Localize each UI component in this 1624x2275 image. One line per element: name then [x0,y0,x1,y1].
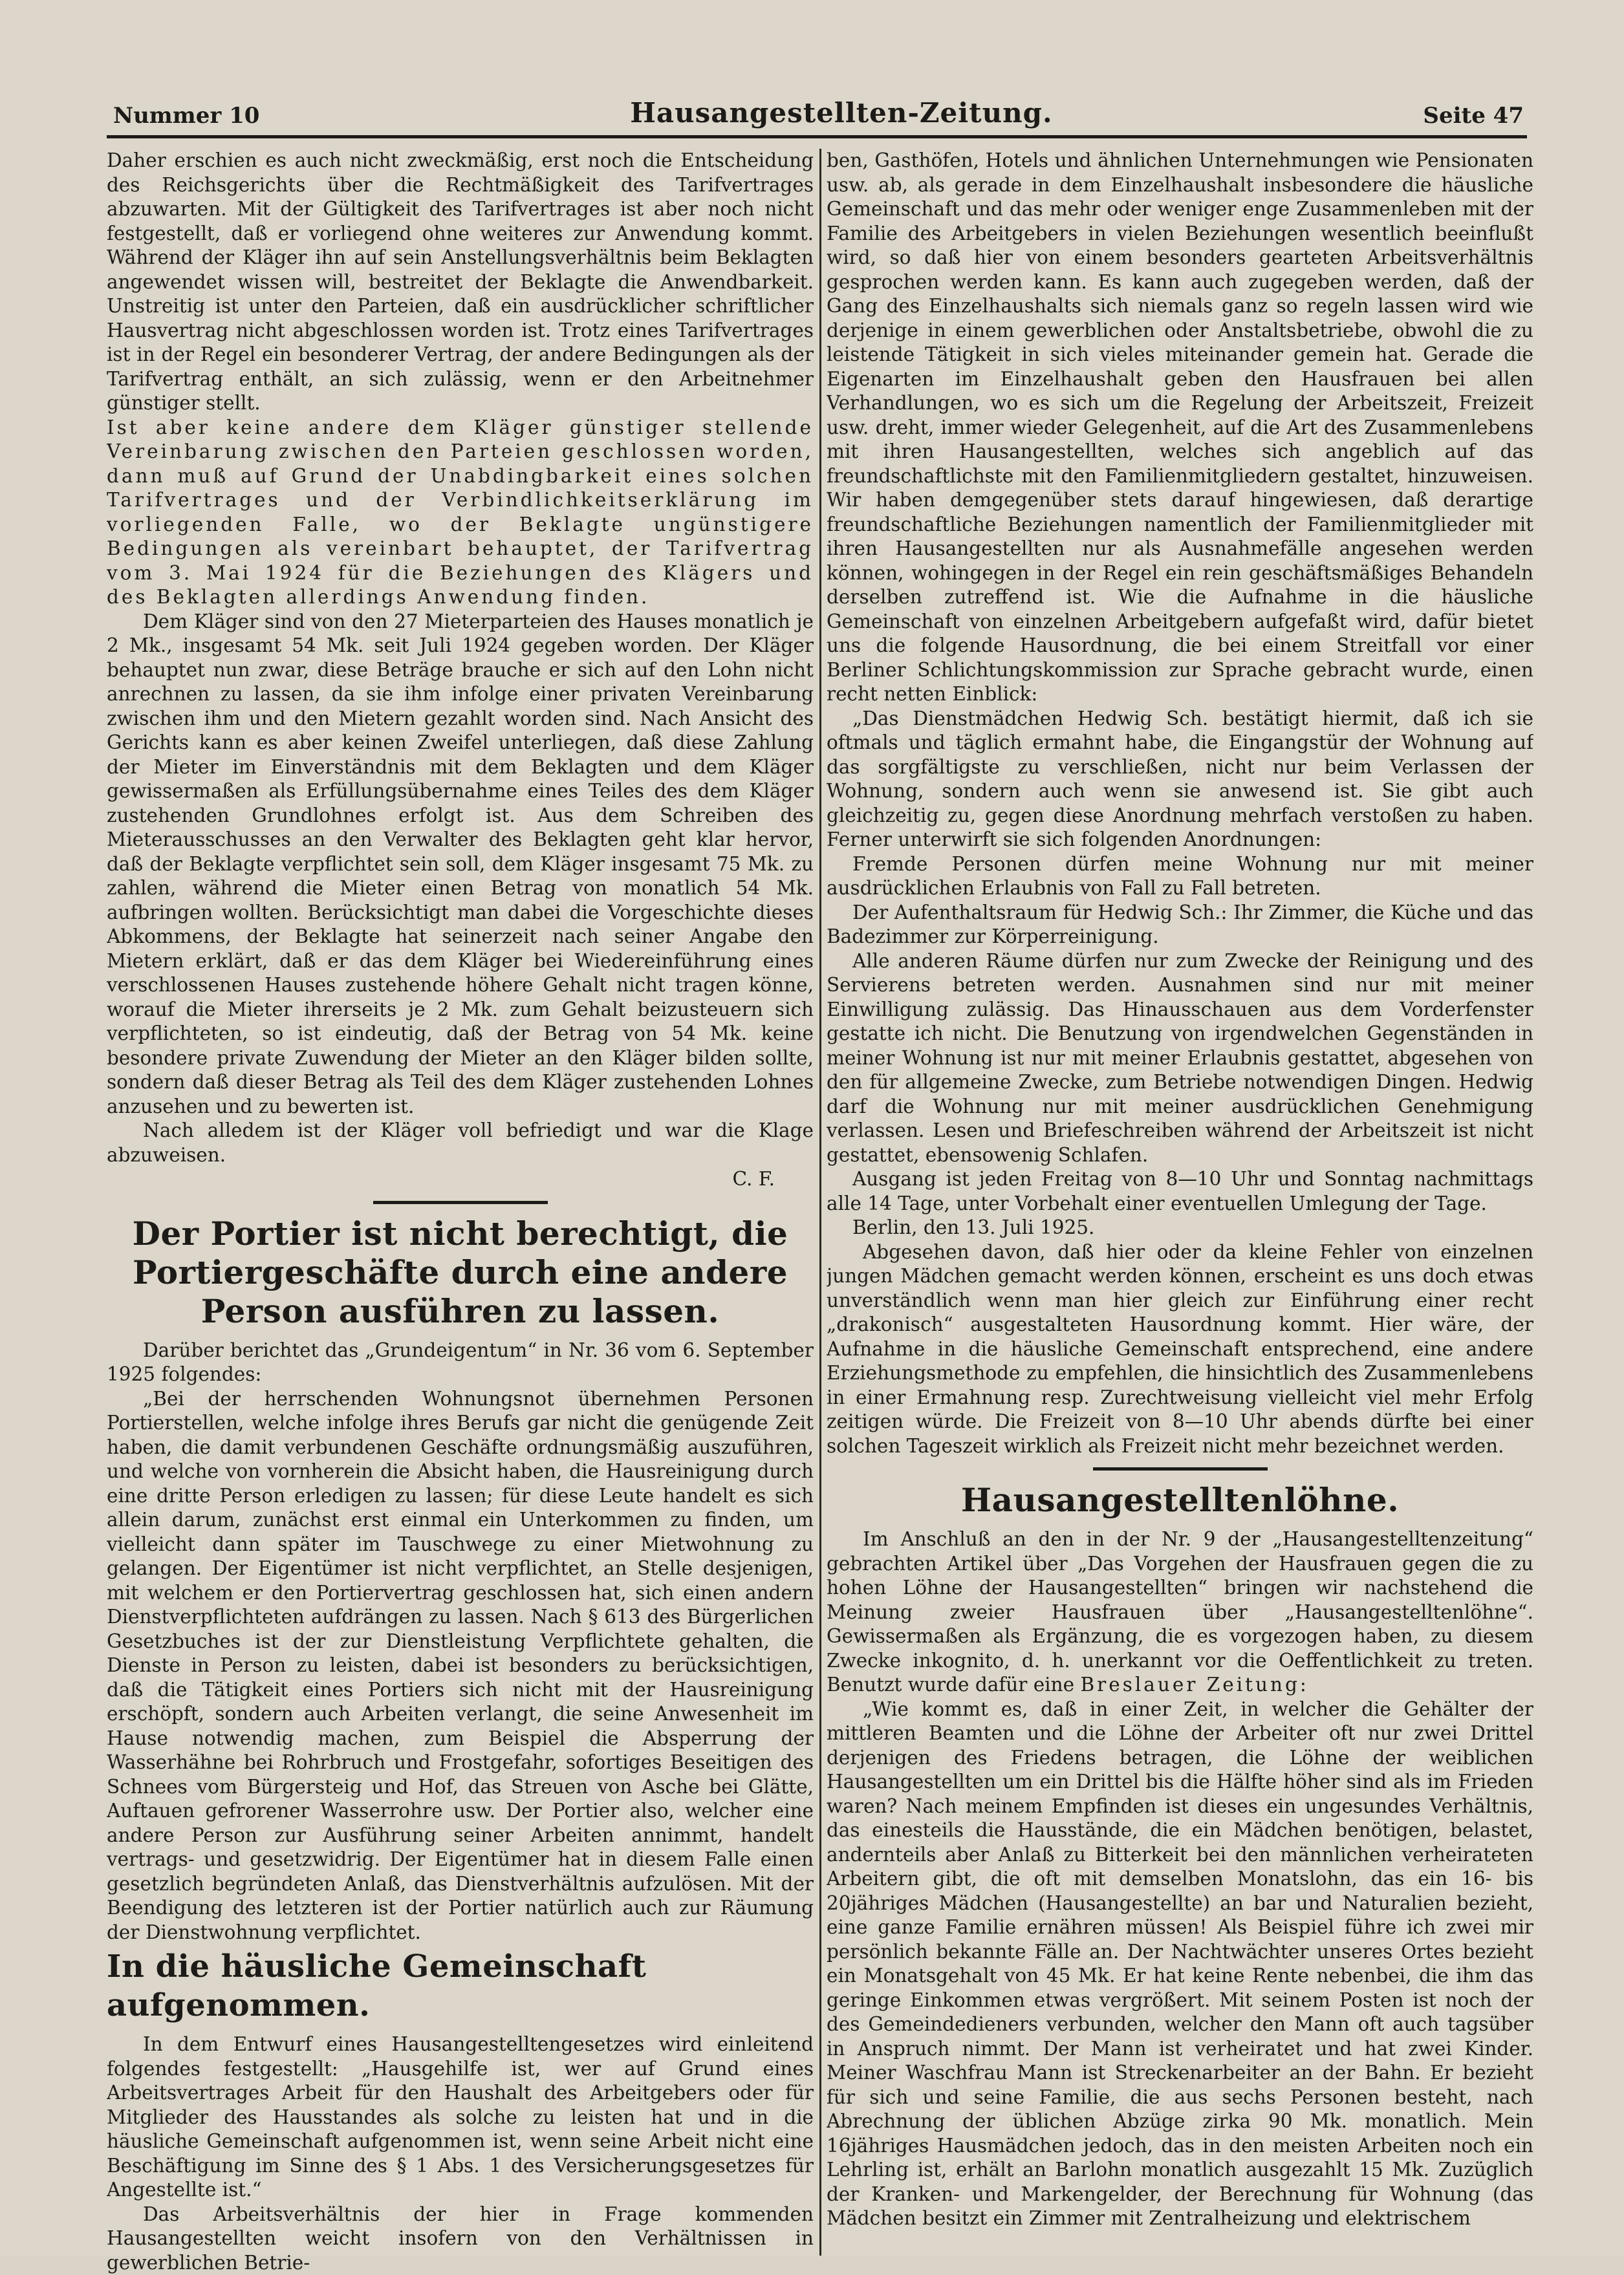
paragraph: „Wie kommt es, daß in einer Zeit, in welcher die Gehälter der mittleren Beamten und die Löhne der Arbeiter oft nur zwei Drittel derjenigen des Friedens betragen, die Löhne der weiblichen Hausangestellten um ein Drittel bis die Hälfte höher sind als im Frieden waren? Nach meinem Empfinden ist dieses ein ungesundes Verhältnis, das einesteils die Hausstände, die ein Mädchen benötigen, belastet, andernteils aber Anlaß zu Bitterkeit bei den männlichen verheirateten Arbeitern gibt, die oft mit demselben Monatslohn, das ein 16- bis 20jähriges Mädchen (Hausangestellte) an bar und Naturalien bezieht, eine ganze Familie ernähren müssen! Als Beispiel führe ich zwei mir persönlich bekannte Fälle an. Der Nachtwächter unseres Ortes bezieht ein Monatsgehalt von 45 Mk. Er hat keine Rente nebenbei, die ihm das geringe Einkommen etwas vergrößert. Mit seinem Posten ist noch der des Gemeindedieners verbunden, welcher den Mann oft auch tagsüber in Anspruch nimmt. Der Mann ist verheiratet und hat zwei Kinder. Meiner Waschfrau Mann ist Streckenarbeiter an der Bahn. Er bezieht für sich und seine Familie, die aus sechs Personen besteht, nach Abrechnung der üblichen Abzüge zirka 90 Mk. monatlich. Mein 16jähriges Hausmädchen jedoch, das in den meisten Arbeiten noch ein Lehrling ist, erhält an Barlohn monatlich ausgezahlt 15 Mk. Zuzüglich der Kranken- und Markengelder, der Berechnung für Wohnung (das Mädchen besitzt ein Zimmer mit Zentralheizung und elektrischem [827,1698,1533,2231]
house-rules-quote [827,707,1533,1240]
quote-dateline: Berlin, den 13. Juli 1925. [827,1216,1533,1240]
quote-paragraph: „Das Dienstmädchen Hedwig Sch. bestätigt hiermit, daß ich sie oftmals und täglich ermahnt habe, die Eingangstür der Wohnung auf das sorgfältigste zu verschließen, nicht nur beim Verlassen der Wohnung, sondern auch wenn sie anwesend ist. Sie gibt auch gleichzeitig zu, gegen diese Anordnung mehrfach verstoßen zu haben. Ferner unterwirft sie sich folgenden Anordnungen: [827,707,1533,852]
left-column [107,149,814,2275]
separator-rule [373,1201,548,1204]
paragraph: Abgesehen davon, daß hier oder da kleine Fehler von einzelnen jungen Mädchen gemacht werden können, erscheint es uns doch etwas unverständlich wenn man hier gleich zur Einführung einer recht „drakonisch“ ausgestalteten Hausordnung kommt. Hier wäre, der Aufnahme in die häusliche Gemeinschaft entsprechend, eine andere Erziehungsmethode zu empfehlen, die hinsichtlich des Zusammenlebens in einer Ermahnung resp. Zurechtweisung vielleicht viel mehr Erfolg zeitigen würde. Die Freizeit von 8—10 Uhr abends dürfte bei einer solchen Tageszeit wirklich als Freizeit nicht mehr bezeichnet werden. [827,1240,1533,1459]
paragraph [827,1527,1533,1698]
paragraph: Daher erschien es auch nicht zweckmäßig, erst noch die Entscheidung des Reichsgerichts über die Rechtmäßigkeit des Tarifvertrages abzuwarten. Mit der Gültigkeit des Tarifvertrages ist aber noch nicht festgestellt, daß er vorliegend ohne weiteres zur Anwendung kommt. Während der Kläger ihn auf sein Anstellungsverhältnis beim Beklagten angewendet wissen will, bestreitet der Beklagte die Anwendbarkeit. Unstreitig ist unter den Parteien, daß ein ausdrücklicher schriftlicher Hausvertrag nicht abgeschlossen worden ist. Trotz eines Tarifvertrages ist in der Regel ein besonderer Vertrag, der andere Bedingungen als der Tarifvertrag enthält, an sich zulässig, wenn er den Arbeitnehmer günstiger stellt. [107,149,814,416]
paragraph-spaced: Ist aber keine andere dem Kläger günstiger stellende Vereinbarung zwischen den Parteien geschlossen worden, dann muß auf Grund der Unabdingbarkeit eines solchen Tarifvertrages und der Verbindlichkeitserklärung im vorliegenden Falle, wo der Beklagte ungünstigere Bedingungen als vereinbart behauptet, der Tarifvertrag vom 3. Mai 1924 für die Beziehungen des Klägers und des Beklagten allerdings Anwendung finden. [107,416,814,610]
paragraph: „Bei der herrschenden Wohnungsnot übernehmen Personen Portierstellen, welche infolge ihres Berufs gar nicht die genügende Zeit haben, die damit verbundenen Geschäfte ordnungsmäßig auszuführen, und welche von vornherein die Absicht haben, die Hausreinigung durch eine dritte Person erledigen zu lassen; für diese Leute handelt es sich allein darum, zunächst erst einmal ein Unterkommen zu finden, um vielleicht dann später im Tauschwege zu einer Mietwohnung zu gelangen. Der Eigentümer ist nicht verpflichtet, an Stelle desjenigen, mit welchem er den Portiervertrag geschlossen hat, sich einen andern Dienstverpflichteten aufdrängen zu lassen. Nach § 613 des Bürgerlichen Gesetzbuches ist der zur Dienstleistung Verpflichtete gehalten, die Dienste in Person zu leisten, dabei ist besonders zu berücksichtigen, daß die Tätigkeit eines Portiers sich nicht mit der Hausreinigung erschöpft, sondern auch Arbeiten verlangt, die seine Anwesenheit im Hause notwendig machen, zum Beispiel die Absperrung der Wasserhähne bei Rohrbruch und Frostgefahr, sofortiges Beseitigen des Schnees vom Bürgersteig und Hof, das Streuen von Asche bei Glätte, Auftauen gefrorener Wasserrohre usw. Der Portier also, welcher eine andere Person zur Ausführung seiner Arbeiten annimmt, handelt vertrags- und gesetzwidrig. Der Eigentümer hat in diesem Falle einen gesetzlich begründeten Anlaß, das Dienstverhältnis aufzulösen. Mit der Beendigung des letzteren ist der Portier natürlich auch zur Räumung der Dienstwohnung verpflichtet. [107,1387,814,1945]
article-heading: In die häusliche Gemeinschaft aufgenommen. [107,1947,807,2025]
page-number: Seite 47 [1423,103,1524,129]
quote-paragraph: Der Aufenthaltsraum für Hedwig Sch.: Ihr Zimmer, die Küche und das Badezimmer zur Körperreinigung. [827,901,1533,949]
newspaper-title: Hausangestellten-Zeitung. [630,97,1052,129]
issue-number: Nummer 10 [113,103,259,129]
paragraph: ben, Gasthöfen, Hotels und ähnlichen Unternehmungen wie Pensionaten usw. ab, als gerade in dem Einzelhaushalt insbesondere die häusliche Gemeinschaft und das mehr oder weniger enge Zusammenleben mit der Familie des Arbeitgebers in vielen Beziehungen wesentlich beeinflußt wird, so daß hier von einem besonders gearteten Arbeitsverhältnis gesprochen werden kann. Es kann auch zugegeben werden, daß der Gang des Einzelhaushalts sich niemals ganz so regeln lassen wird wie derjenige in einem gewerblichen oder Anstaltsbetriebe, obwohl die zu leistende Tätigkeit in sich vieles miteinander gemein hat. Gerade die Eigenarten im Einzelhaushalt geben den Hausfrauen bei allen Verhandlungen, wo es sich um die Regelung der Arbeitszeit, Freizeit usw. dreht, immer wieder Gelegenheit, auf die Art des Zusammenlebens mit ihren Hausangestellten, welches sich angeblich auf das freundschaftlichste mit den Familienmitgliedern gestaltet, hinzuweisen. Wir haben demgegenüber stets darauf hingewiesen, daß derartige freundschaftliche Beziehungen namentlich der Familienmitglieder mit ihren Hausangestellten nur als Ausnahmefälle angesehen werden können, wohingegen in der Regel ein rein geschäftsmäßiges Behandeln derselben zutreffend ist. Wie die Aufnahme in die häusliche Gemeinschaft von einzelnen Arbeitgebern aufgefaßt wird, dafür bietet uns die folgende Hausordnung, die bei einem Streitfall vor einer Berliner Schlichtungskommission zur Sprache gebracht wurde, einen recht netten Einblick: [827,149,1533,707]
paragraph: In dem Entwurf eines Hausangestelltengesetzes wird einleitend folgendes festgestellt: „Hausgehilfe ist, wer auf Grund eines Arbeitsvertrages Arbeit für den Haushalt des Arbeitgebers oder für Mitglieder des Hausstandes als solche zu leisten hat und in die häusliche Gemeinschaft aufgenommen ist, wenn seine Arbeit nicht eine Beschäftigung im Sinne des § 1 Abs. 1 des Versicherungsgesetzes für Angestellte ist.“ [107,2032,814,2203]
text-columns [107,149,1527,2275]
article-heading: Hausangestelltenlöhne. [833,1481,1527,1520]
page-header [107,97,1527,135]
header-rule [107,135,1527,138]
newspaper-name: Breslauer Zeitung: [1080,1674,1308,1696]
quote-paragraph: Ausgang ist jeden Freitag von 8—10 Uhr und Sonntag nachmittags alle 14 Tage, unter Vorbehalt einer eventuellen Umlegung der Tage. [827,1167,1533,1216]
quote-paragraph: Alle anderen Räume dürfen nur zum Zwecke der Reinigung und des Servierens betreten werden. Ausnahmen sind nur mit meiner Einwilligung zulässig. Das Hinausschauen aus dem Vorderfenster gestatte ich nicht. Die Benutzung von irgendwelchen Gegenständen in meiner Wohnung ist nur mit meiner Erlaubnis gestattet, abgesehen von den für allgemeine Zwecke, zum Betriebe notwendigen Dingen. Hedwig darf die Wohnung nur mit meiner ausdrücklichen Genehmigung verlassen. Lesen und Briefeschreiben während der Arbeitszeit ist nicht gestattet, ebensowenig Schlafen. [827,949,1533,1168]
right-column [827,149,1533,2275]
signature: C. F. [107,1167,814,1192]
paragraph-text: Im Anschluß an den in der Nr. 9 der „Hausangestelltenzeitung“ gebrachten Artikel über „Das Vorgehen der Hausfrauen gegen die zu hohen Löhne der Hausangestellten“ bringen wir nachstehend die Meinung zweier Hausfrauen über „Hausangestelltenlöhne“. Gewissermaßen als Ergänzung, die es vorgezogen haben, zu diesem Zwecke inkognito, d. h. unerkannt vor die Oeffentlichkeit zu treten. Benutzt wurde dafür eine [827,1528,1533,1696]
paragraph: Dem Kläger sind von den 27 Mieterparteien des Hauses monatlich je 2 Mk., insgesamt 54 Mk. seit Juli 1924 gegeben worden. Der Kläger behauptet nun zwar, diese Beträge brauche er sich auf den Lohn nicht anrechnen zu lassen, da sie ihm infolge einer privaten Vereinbarung zwischen ihm und den Mietern gezahlt worden sind. Nach Ansicht des Gerichts kann es aber keinen Zweifel unterliegen, daß diese Zahlung der Mieter im Einverständnis mit dem Beklagten und dem Kläger gewissermaßen als Erfüllungsübernahme eines Teiles des dem Kläger zustehenden Grundlohnes erfolgt ist. Aus dem Schreiben des Mieterausschusses an den Verwalter des Beklagten geht klar hervor, daß der Beklagte verpflichtet sein soll, dem Kläger insgesamt 75 Mk. zu zahlen, während die Mieter einen Betrag von monatlich 54 Mk. aufbringen wollten. Berücksichtigt man dabei die Vorgeschichte dieses Abkommens, der Beklagte hat seinerzeit nach seiner Angabe den Mietern erklärt, daß er das dem Kläger bei Wiedereinführung eines verschlossenen Hauses zustehende höhere Gehalt nicht tragen könne, worauf die Mieter ihrerseits je 2 Mk. zum Gehalt beizusteuern sich verpflichteten, so ist eindeutig, daß der Betrag von 54 Mk. keine besondere private Zuwendung der Mieter an den Kläger bilden sollte, sondern daß dieser Betrag als Teil des dem Kläger zustehenden Lohnes anzusehen und zu bewerten ist. [107,610,814,1119]
article-heading: Der Portier ist nicht berechtigt, die Portiergeschäfte durch eine andere Person ausführen zu lassen. [113,1214,807,1331]
paragraph: Nach alledem ist der Kläger voll befriedigt und war die Klage abzuweisen. [107,1119,814,1167]
paragraph: Das Arbeitsverhältnis der hier in Frage kommenden Hausangestellten weicht insofern von den Verhältnissen in gewerblichen Betrie- [107,2203,814,2275]
separator-rule [1093,1467,1268,1471]
quote-paragraph: Fremde Personen dürfen meine Wohnung nur mit meiner ausdrücklichen Erlaubnis von Fall zu Fall betreten. [827,852,1533,901]
paragraph: Darüber berichtet das „Grundeigentum“ in Nr. 36 vom 6. September 1925 folgendes: [107,1339,814,1387]
